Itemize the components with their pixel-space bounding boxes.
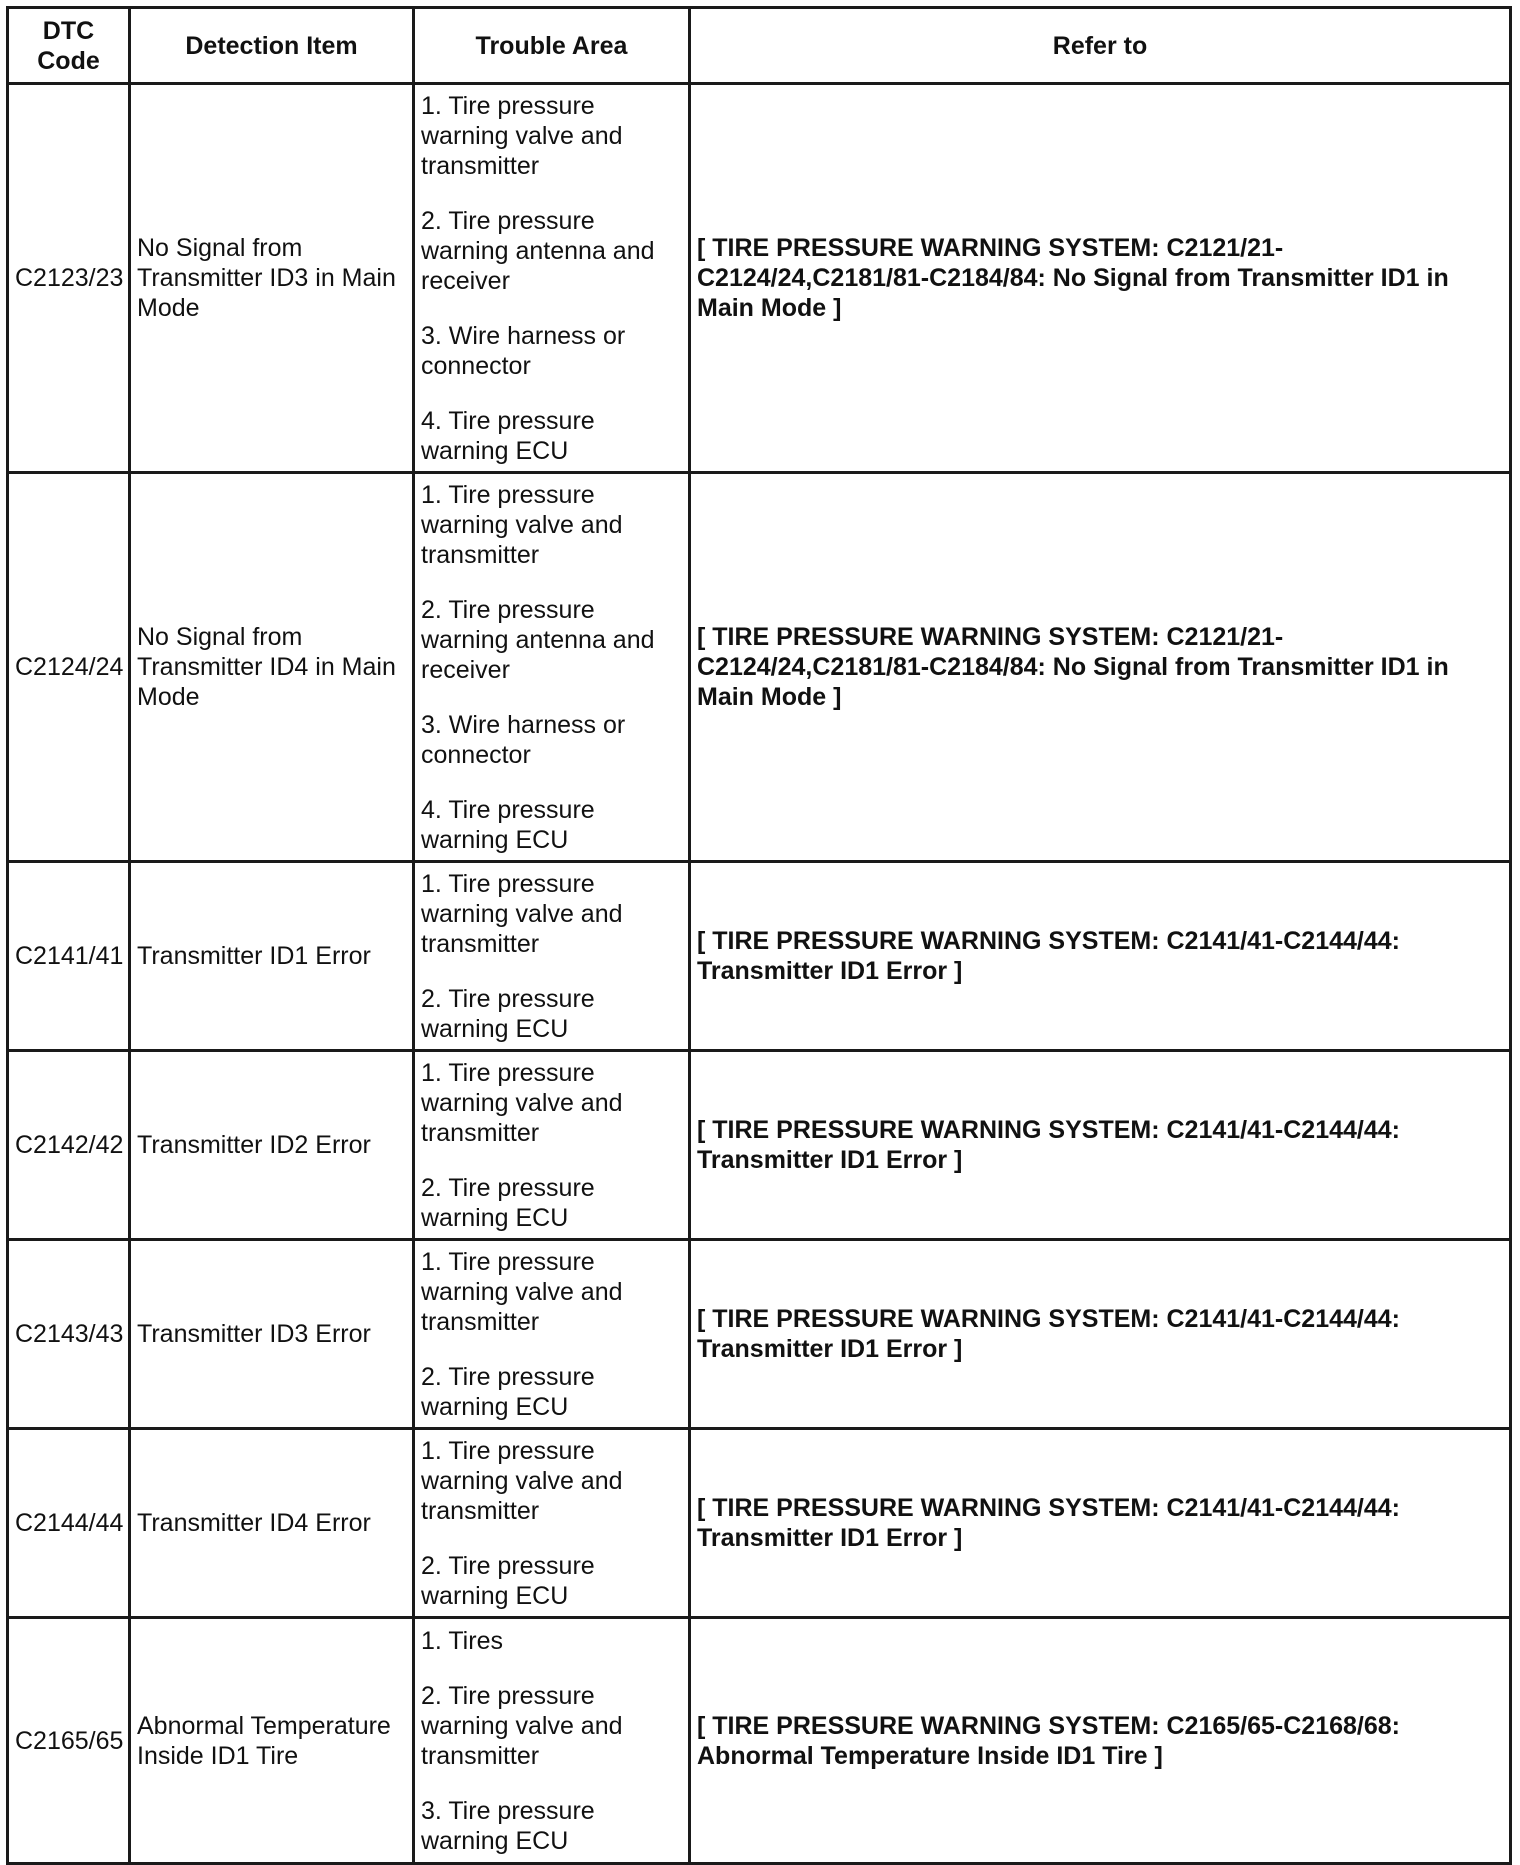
header-dtc-code xyxy=(8,8,130,84)
trouble-area-item: 2. Tire pressure warning ECU xyxy=(421,1362,595,1421)
dtc-code-cell: C2143/43 xyxy=(8,1240,130,1429)
refer-to-link[interactable]: [ TIRE PRESSURE WARNING SYSTEM: C2141/41-C2144/44: Transmitter ID1 Error ] xyxy=(690,1429,1511,1618)
header-refer-to: Refer to xyxy=(690,8,1511,84)
detection-item-cell: Transmitter ID1 Error xyxy=(130,862,414,1051)
trouble-area-item: 1. Tire pressure warning valve and transmitter xyxy=(421,1436,623,1525)
dtc-code-cell: C2165/65 xyxy=(8,1618,130,1864)
trouble-area-item: 3. Wire harness or connector xyxy=(421,710,626,769)
table-row xyxy=(8,862,1511,1051)
trouble-area-cell xyxy=(414,473,690,862)
table-row xyxy=(8,84,1511,473)
dtc-code-cell: C2123/23 xyxy=(8,84,130,473)
refer-to-link[interactable]: [ TIRE PRESSURE WARNING SYSTEM: C2141/41-C2144/44: Transmitter ID1 Error ] xyxy=(690,1240,1511,1429)
refer-to-link[interactable]: [ TIRE PRESSURE WARNING SYSTEM: C2121/21-C2124/24,C2181/81-C2184/84: No Signal from Transmitter ID1 in Main Mode ] xyxy=(690,473,1511,862)
trouble-area-item: 1. Tire pressure warning valve and transmitter xyxy=(421,1058,623,1147)
trouble-area-item: 2. Tire pressure warning ECU xyxy=(421,984,595,1043)
trouble-area-cell xyxy=(414,1429,690,1618)
dtc-code-cell: C2142/42 xyxy=(8,1051,130,1240)
trouble-area-item: 1. Tire pressure warning valve and transmitter xyxy=(421,1247,623,1336)
trouble-area-item: 3. Wire harness or connector xyxy=(421,321,626,380)
table-row xyxy=(8,1618,1511,1864)
trouble-area-cell xyxy=(414,1240,690,1429)
detection-item-cell: Transmitter ID2 Error xyxy=(130,1051,414,1240)
trouble-area-cell xyxy=(414,1051,690,1240)
trouble-area-item: 1. Tire pressure warning valve and transmitter xyxy=(421,91,623,180)
trouble-area-item: 4. Tire pressure warning ECU xyxy=(421,795,595,854)
dtc-code-cell: C2124/24 xyxy=(8,473,130,862)
refer-to-link[interactable]: [ TIRE PRESSURE WARNING SYSTEM: C2165/65-C2168/68: Abnormal Temperature Inside ID1 Tire ] xyxy=(690,1618,1511,1864)
header-dtc-code-line1: DTC xyxy=(42,16,95,45)
table-row xyxy=(8,473,1511,862)
trouble-area-item: 2. Tire pressure warning ECU xyxy=(421,1551,595,1610)
trouble-area-item: 1. Tires xyxy=(421,1626,503,1655)
trouble-area-item: 4. Tire pressure warning ECU xyxy=(421,406,595,465)
trouble-area-item: 2. Tire pressure warning ECU xyxy=(421,1173,595,1232)
refer-to-link[interactable]: [ TIRE PRESSURE WARNING SYSTEM: C2121/21-C2124/24,C2181/81-C2184/84: No Signal from Transmitter ID1 in Main Mode ] xyxy=(690,84,1511,473)
header-trouble-area: Trouble Area xyxy=(414,8,690,84)
table-row xyxy=(8,1051,1511,1240)
detection-item-cell: No Signal from Transmitter ID3 in Main Mode xyxy=(130,84,414,473)
trouble-area-cell xyxy=(414,84,690,473)
refer-to-link[interactable]: [ TIRE PRESSURE WARNING SYSTEM: C2141/41-C2144/44: Transmitter ID1 Error ] xyxy=(690,862,1511,1051)
header-dtc-code-line2: Code xyxy=(37,46,100,75)
detection-item-cell: No Signal from Transmitter ID4 in Main Mode xyxy=(130,473,414,862)
trouble-area-item: 2. Tire pressure warning antenna and receiver xyxy=(421,206,655,295)
dtc-code-cell: C2141/41 xyxy=(8,862,130,1051)
detection-item-cell: Abnormal Temperature Inside ID1 Tire xyxy=(130,1618,414,1864)
trouble-area-cell xyxy=(414,1618,690,1864)
trouble-area-item: 1. Tire pressure warning valve and transmitter xyxy=(421,869,623,958)
table-body xyxy=(8,84,1511,1864)
header-row xyxy=(8,8,1511,84)
refer-to-link[interactable]: [ TIRE PRESSURE WARNING SYSTEM: C2141/41-C2144/44: Transmitter ID1 Error ] xyxy=(690,1051,1511,1240)
detection-item-cell: Transmitter ID4 Error xyxy=(130,1429,414,1618)
trouble-area-item: 1. Tire pressure warning valve and transmitter xyxy=(421,480,623,569)
trouble-area-item: 2. Tire pressure warning antenna and receiver xyxy=(421,595,655,684)
trouble-area-cell xyxy=(414,862,690,1051)
table-row xyxy=(8,1240,1511,1429)
header-detection-item: Detection Item xyxy=(130,8,414,84)
table-row xyxy=(8,1429,1511,1618)
detection-item-cell: Transmitter ID3 Error xyxy=(130,1240,414,1429)
dtc-table xyxy=(6,6,1512,1865)
trouble-area-item: 2. Tire pressure warning valve and transmitter xyxy=(421,1681,623,1770)
trouble-area-item: 3. Tire pressure warning ECU xyxy=(421,1796,595,1855)
dtc-code-cell: C2144/44 xyxy=(8,1429,130,1618)
